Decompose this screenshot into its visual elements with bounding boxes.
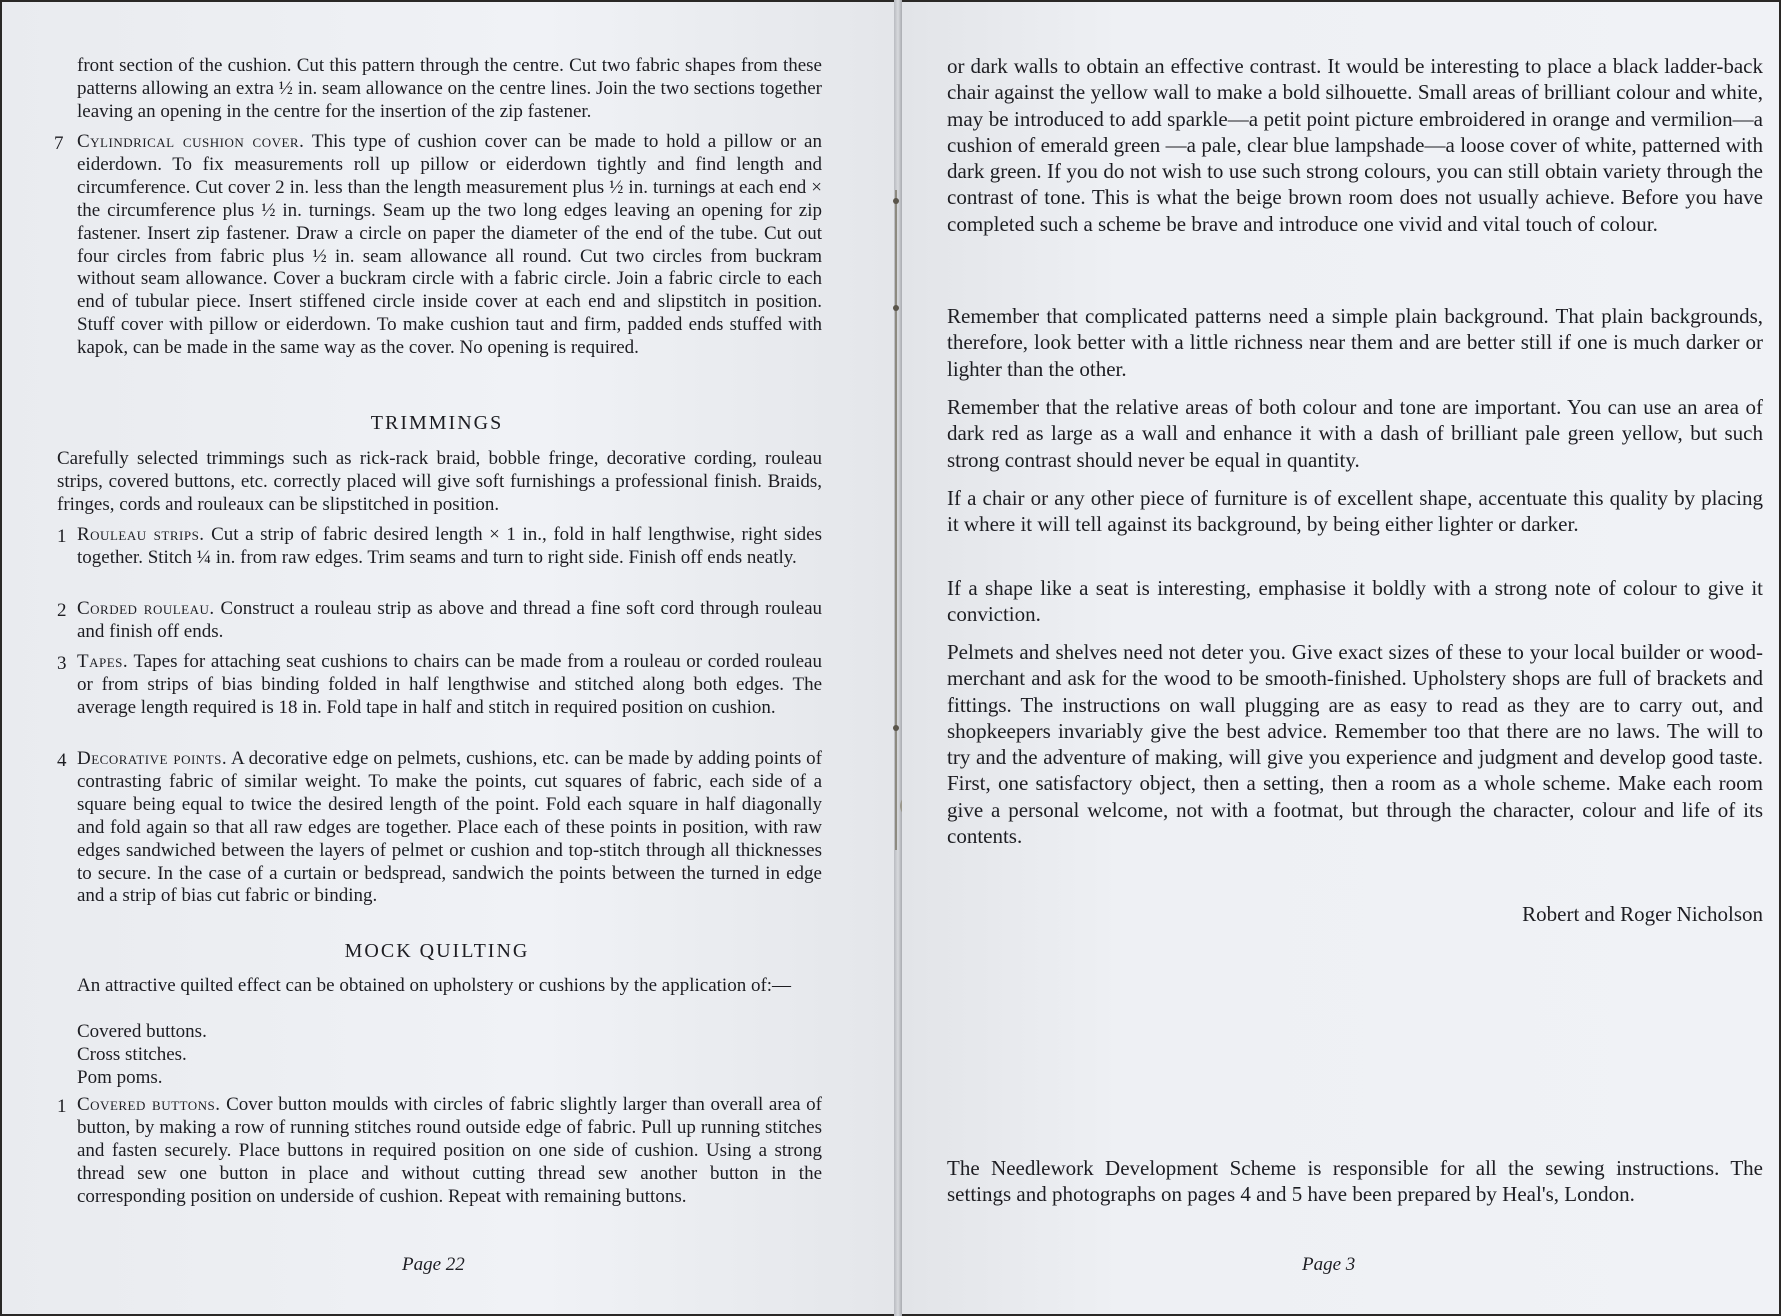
paragraph-1: or dark walls to obtain an effective contrast. It would be interesting to place a black ladder-back chair against the yellow wall to make a bold silhouette. Small areas of brilliant colour and white, may be introduced to add sparkle—a petit point picture embroidered in orange and vermilion—a cushion of emerald green —a pale, clear blue lampshade—a loose cover of white, patterned with dark green. If you do not wish to use such strong colours, you can still obtain variety through the contrast of tone. This is what the beige brown room does not usually achieve. Before you have completed such a scheme be brave and introduce one vivid and vital touch of colour. bbox=[947, 54, 1763, 236]
list-item: Pom poms. bbox=[77, 1066, 163, 1088]
quilt-1-text: Cover button moulds with circles of fabric slightly larger than overall area of button, by making a row of running stitches round outside edge of fabric. Pull up running stitches and fasten securely. Place buttons in required position on one side of cushion. Using a strong thread sew one button in place and without cutting thread sew another button in the corresponding position on underside of cushion. Repeat with remaining buttons. bbox=[77, 1094, 822, 1207]
item-7-text: This type of cushion cover can be made to hold a pillow or an eiderdown. To fix measurements roll up pillow or eiderdown tightly and find length and circumference. Cut cover 2 in. less than the length measurement plus ½ in. turnings at each end × the circumference plus ½ in. turnings. Seam up the two long edges leaving an opening for zip fastener. Insert zip fastener. Draw a circle on paper the diameter of the end of the tube. Cut out four circles from fabric plus ½ in. seam allowance all round. Cut two circles from buckram without seam allowance. Cover a buckram circle with a fabric circle. Join a fabric circle to each end of tubular piece. Insert stiffened circle inside cover at each end and slipstitch in position. Stuff cover with pillow or eiderdown. To make cushion taut and firm, padded ends stuffed with kapok, can be made in the same way as the cover. No opening is required. bbox=[77, 131, 822, 359]
trim-4-paragraph bbox=[77, 748, 822, 908]
trimmings-heading: TRIMMINGS bbox=[370, 412, 504, 434]
paragraph-5: If a shape like a seat is interesting, emphasise it boldly with a strong note of colour to give it conviction. bbox=[947, 576, 1763, 627]
paragraph-2: Remember that complicated patterns need a simple plain background. That plain backgrounds, therefore, look better with a little richness near them and are better still if one is much darker or lighter than the other. bbox=[947, 304, 1763, 381]
right-page bbox=[902, 2, 1779, 1314]
trim-1-number: 1 bbox=[57, 526, 67, 547]
trim-1-text: Cut a strip of fabric desired length × 1 in., fold in half lengthwise, right sides together. Stitch ¼ in. from raw edges. Trim seams and turn to right side. Finish off ends neatly. bbox=[77, 524, 822, 568]
trim-3-paragraph bbox=[77, 651, 822, 720]
trim-4-title: Decorative points. bbox=[77, 748, 228, 769]
mock-quilting-list bbox=[77, 1021, 207, 1090]
item-7-number: 7 bbox=[54, 133, 64, 154]
thread-knot bbox=[893, 725, 899, 731]
quilt-1-number: 1 bbox=[57, 1096, 67, 1117]
item-7-title: Cylindrical cushion cover. bbox=[77, 131, 305, 152]
thread-knot bbox=[893, 198, 899, 204]
thread-knot bbox=[893, 305, 899, 311]
paragraph-4: If a chair or any other piece of furniture is of excellent shape, accentuate this quality by placing it where it will tell against its background, by being either lighter or darker. bbox=[947, 486, 1763, 537]
trim-2-title: Corded rouleau. bbox=[77, 598, 215, 619]
item-7-paragraph bbox=[77, 131, 822, 360]
mock-quilting-intro: An attractive quilted effect can be obtained on upholstery or cushions by the application of:— bbox=[77, 975, 792, 996]
list-item: Cross stitches. bbox=[77, 1043, 187, 1065]
trim-2-number: 2 bbox=[57, 600, 67, 621]
author-signature: Robert and Roger Nicholson bbox=[1522, 902, 1763, 926]
binding-thread bbox=[895, 190, 897, 850]
trim-3-number: 3 bbox=[57, 653, 67, 674]
credits-paragraph: The Needlework Development Scheme is responsible for all the sewing instructions. The settings and photographs on pages 4 and 5 have been prepared by Heal's, London. bbox=[947, 1156, 1763, 1207]
quilt-1-title: Covered buttons. bbox=[77, 1094, 221, 1115]
list-item: Covered buttons. bbox=[77, 1021, 207, 1042]
trim-2-text: Construct a rouleau strip as above and thread a fine soft cord through rouleau and finish off ends. bbox=[77, 598, 823, 642]
trim-3-title: Tapes. bbox=[77, 651, 129, 672]
trim-1-title: Rouleau strips. bbox=[77, 524, 205, 545]
paragraph-3: Remember that the relative areas of both colour and tone are important. You can use an area of dark red as large as a wall and enhance it with a dash of brilliant pale green yellow, but such strong contrast should never be equal in quantity. bbox=[947, 395, 1763, 472]
page-number-left: Page 22 bbox=[402, 1254, 465, 1275]
trim-4-number: 4 bbox=[57, 750, 67, 771]
trimmings-intro-paragraph: Carefully selected trimmings such as rick-rack braid, bobble fringe, decorative cording, rouleau strips, covered buttons, etc. correctly placed will give soft furnishings a professional finish. Braids, fringes, cords and rouleaux can be slipstitched in position. bbox=[57, 448, 822, 515]
quilt-1-paragraph bbox=[77, 1094, 822, 1209]
trim-2-paragraph bbox=[77, 598, 822, 644]
page-number-right: Page 3 bbox=[1302, 1254, 1356, 1275]
paragraph-6: Pelmets and shelves need not deter you. Give exact sizes of these to your local builder or wood-merchant and ask for the wood to be smooth-finished. Upholstery shops are full of brackets and fittings. The instructions on wall plugging are as easy to read as they are to carry out, and shopkeepers invariably give the best advice. Remember too that there are no laws. The will to try and the adventure of making, will give you experience and judgment and develop good taste. First, one satisfactory object, then a setting, then a room as a whole scheme. Make each room give a personal welcome, not with a footmat, but through the character, colour and life of its contents. bbox=[947, 640, 1763, 849]
cushion-intro-paragraph: front section of the cushion. Cut this pattern through the centre. Cut two fabric shapes from these patterns allowing an extra ½ in. seam allowance on the centre lines. Join the two sections together leaving an opening in the centre for the insertion of the zip fastener. bbox=[77, 55, 822, 122]
trim-1-paragraph bbox=[77, 524, 822, 570]
left-page bbox=[2, 2, 894, 1314]
trim-3-text: Tapes for attaching seat cushions to chairs can be made from a rouleau or corded rouleau or from strips of bias binding folded in half lengthwise and stitched along both edges. The average length required is 18 in. Fold tape in half and stitch in required position on cushion. bbox=[77, 651, 822, 718]
mock-quilting-heading: MOCK QUILTING bbox=[344, 940, 530, 962]
trim-4-text: A decorative edge on pelmets, cushions, etc. can be made by adding points of contrasting fabric of similar weight. To make the points, cut squares of fabric, each side of a square being equal to twice the desired length of the point. Fold each square in half diagonally and fold again so that all raw edges are together. Place each of these points in position, with raw edges sandwiched between the layers of pelmet or cushion and top-stitch through all thicknesses to secure. In the case of a curtain or bedspread, sandwich the points between the turned in edge and a strip of bias cut fabric or binding. bbox=[77, 748, 822, 907]
